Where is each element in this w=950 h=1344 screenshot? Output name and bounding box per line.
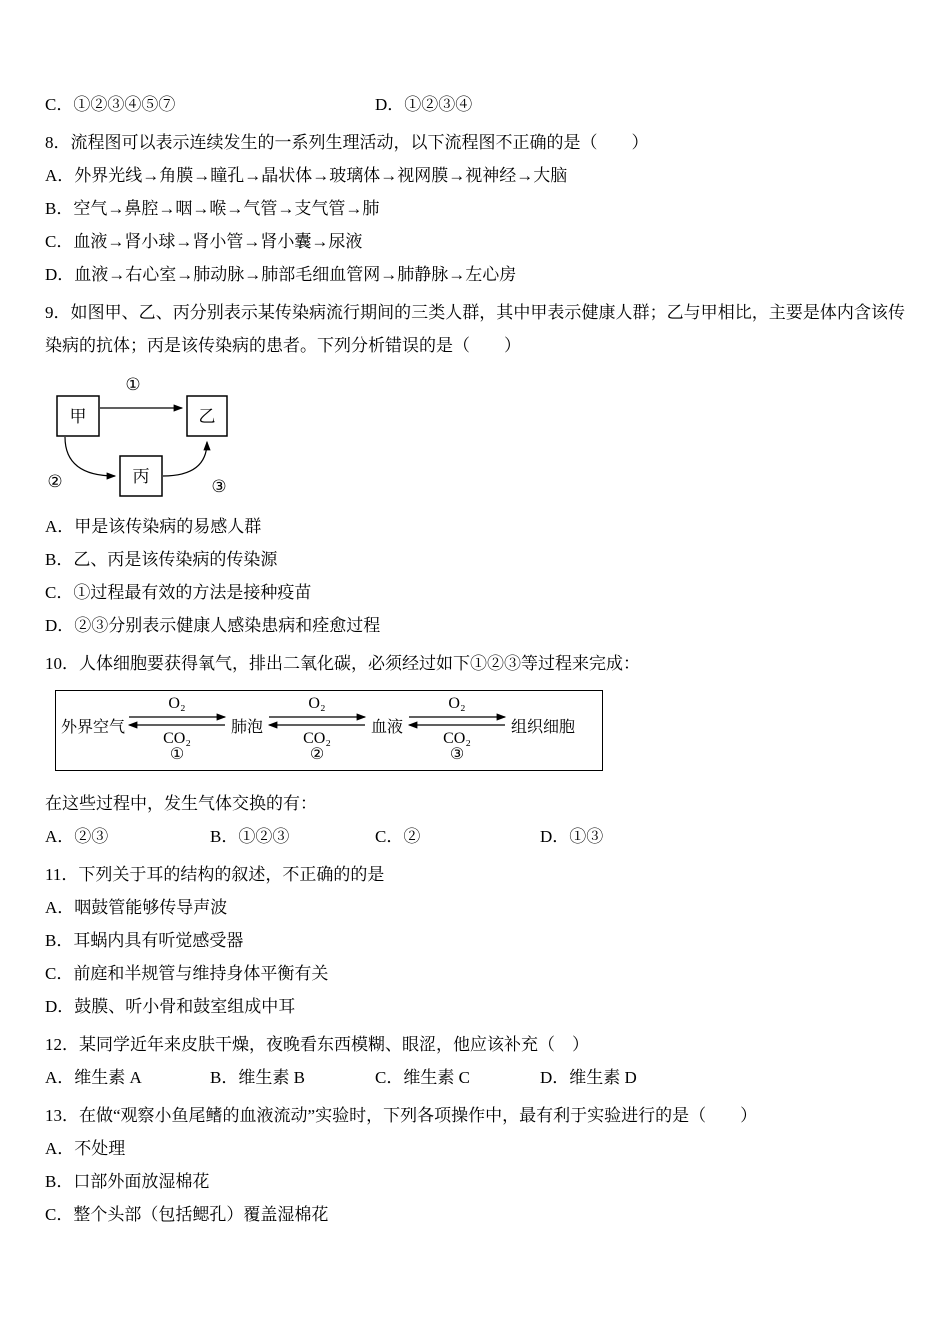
q13-option-a: A．不处理: [45, 1139, 126, 1158]
q10-followup: 在这些过程中，发生气体交换的有：: [45, 794, 317, 813]
node-outside-air: 外界空气: [61, 719, 126, 736]
arrow-bing-to-yi: [163, 442, 207, 476]
node-alveoli: 肺泡: [231, 719, 264, 736]
gas-exchange-svg: [57, 692, 599, 764]
q10-option-c: C．②: [375, 827, 421, 846]
q11-option-a: A．咽鼓管能够传导声波: [45, 898, 228, 917]
q9-infection-groups-diagram: [45, 368, 255, 502]
q10-option-a: A．②③: [45, 827, 109, 846]
process-2-label: ②: [47, 472, 63, 491]
q7-option-c: C．①②③④⑤⑦: [45, 95, 176, 114]
q12-stem: 12．某同学近年来皮肤干燥，夜晚看东西模糊、眼涩，他应该补充（ ）: [45, 1035, 589, 1054]
arrow-jia-to-bing: [65, 437, 115, 476]
jia-box-label: 甲: [69, 407, 87, 426]
process-1-label: ①: [169, 746, 185, 763]
q11-stem: 11．下列关于耳的结构的叙述，不正确的的是: [45, 865, 385, 884]
q7-option-d: D．①②③④: [375, 95, 473, 114]
process-1-label: ①: [125, 375, 141, 394]
q9-option-a: A．甲是该传染病的易感人群: [45, 517, 262, 536]
co2-label-1: CO₂: [163, 730, 191, 747]
q11-option-b: B．耳蜗内具有听觉感受器: [45, 931, 244, 950]
o2-label-3: O₂: [448, 695, 466, 712]
q10-gas-exchange-diagram: [55, 690, 603, 771]
q10-options-row: [45, 820, 905, 853]
q12-option-d: D．维生素 D: [540, 1068, 637, 1087]
process-3-label: ③: [211, 477, 227, 496]
q12-option-b: B．维生素 B: [210, 1068, 305, 1087]
q12-option-c: C．维生素 C: [375, 1068, 470, 1087]
process-3-label: ③: [449, 746, 465, 763]
co2-label-3: CO₂: [443, 730, 471, 747]
q9-stem: 9．如图甲、乙、丙分别表示某传染病流行期间的三类人群，其中甲表示健康人群；乙与甲相比，主要是体内含该传染病的抗体；丙是该传染病的患者。下列分析错误的是（ ）: [45, 303, 905, 355]
q8-option-b: B．空气→鼻腔→咽→喉→气管→支气管→肺: [45, 199, 380, 218]
bing-box-label: 丙: [132, 467, 150, 486]
o2-label-2: O₂: [308, 695, 326, 712]
q8-option-a: A．外界光线→角膜→瞳孔→晶状体→玻璃体→视网膜→视神经→大脑: [45, 166, 568, 185]
q11-option-c: C．前庭和半规管与维持身体平衡有关: [45, 964, 329, 983]
q10-stem: 10．人体细胞要获得氧气，排出二氧化碳，必须经过如下①②③等过程来完成：: [45, 654, 640, 673]
q13-option-c: C．整个头部（包括鳃孔）覆盖湿棉花: [45, 1205, 329, 1224]
q12-options-row: [45, 1061, 905, 1094]
node-tissue-cells: 组织细胞: [511, 719, 576, 736]
q13-option-b: B．口部外面放湿棉花: [45, 1172, 210, 1191]
q8-option-d: D．血液→右心室→肺动脉→肺部毛细血管网→肺静脉→左心房: [45, 265, 517, 284]
co2-label-2: CO₂: [303, 730, 331, 747]
q13-stem: 13．在做“观察小鱼尾鳍的血液流动”实验时，下列各项操作中，最有利于实验进行的是（ ）: [45, 1106, 758, 1125]
q10-option-d: D．①③: [540, 827, 604, 846]
q8-stem: 8．流程图可以表示连续发生的一系列生理活动，以下流程图不正确的是（ ）: [45, 133, 649, 152]
q9-option-c: C．①过程最有效的方法是接种疫苗: [45, 583, 312, 602]
yi-box-label: 乙: [198, 407, 216, 426]
o2-label-1: O₂: [168, 695, 186, 712]
q7-options-row: [45, 88, 905, 121]
process-2-label: ②: [309, 746, 325, 763]
q9-option-d: D．②③分别表示健康人感染患病和痊愈过程: [45, 616, 381, 635]
q11-option-d: D．鼓膜、听小骨和鼓室组成中耳: [45, 997, 296, 1016]
q12-option-a: A．维生素 A: [45, 1068, 142, 1087]
q8-option-c: C．血液→肾小球→肾小管→肾小囊→尿液: [45, 232, 363, 251]
q10-option-b: B．①②③: [210, 827, 290, 846]
q9-option-b: B．乙、丙是该传染病的传染源: [45, 550, 278, 569]
node-blood: 血液: [371, 719, 404, 736]
